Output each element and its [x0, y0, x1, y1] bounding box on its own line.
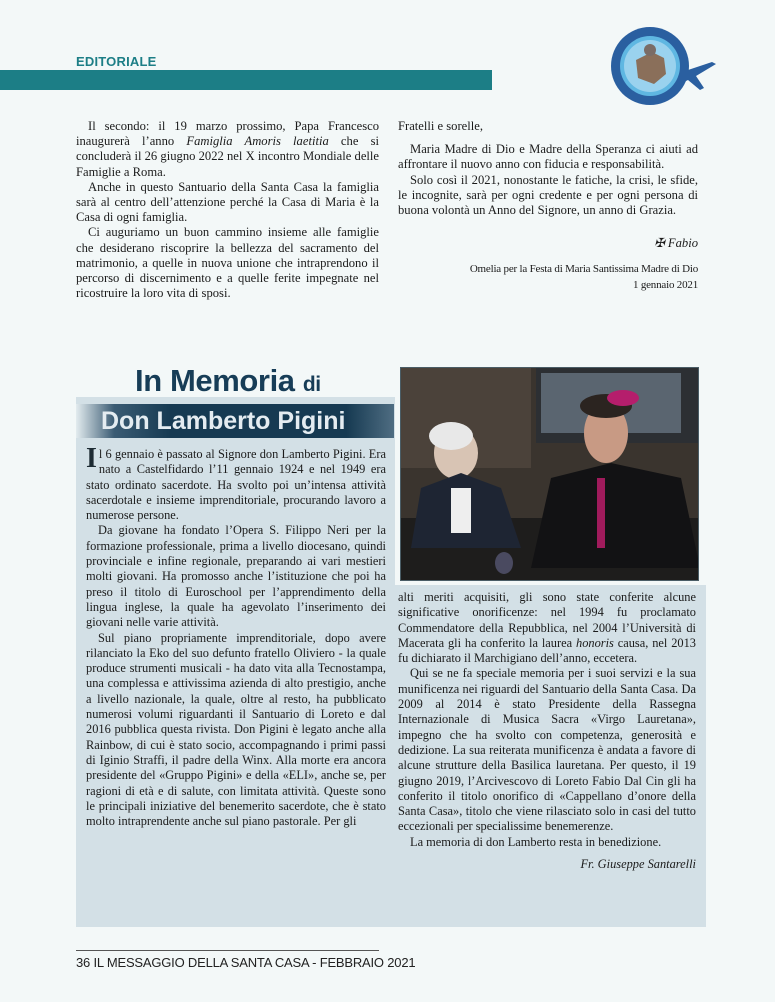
source-date: 1 gennaio 2021 — [632, 279, 698, 292]
page-footer: 36 IL MESSAGGIO DELLA SANTA CASA - FEBBRAIO 2021 — [76, 955, 416, 970]
editorial-right-column — [398, 119, 698, 293]
memoria-paragraph: Qui se ne fa speciale memoria per i suoi servizi e la sua munificenza nei riguardi del Santuario della Santa Casa. Da 2009 al 2014 è stato Presidente della Rassegna Internazionale di Musica Sacra «Virgo Lauretana», impegno che ha svolto con competenza, generosità e dedizione. La sua reiterata munificenza è andata a favore di alcune strutture della Basilica lauretana. Per questo, il 19 giugno 2019, l’Arcivescovo di Loreto Fabio Dal Cin gli ha conferito il titolo onorifico di «Cappellano d’onore della Santa Casa», titolo che viene rilasciato solo in casi del tutto eccezionali per specialissime benemerenze. — [398, 666, 696, 834]
editorial-paragraph: Il secondo: il 19 marzo prossimo, Papa Francesco inaugurerà l’anno Famiglia Amoris laetitia che si concluderà il 26 giugno 2022 nel X incontro Mondiale delle Famiglie a Roma. — [76, 119, 379, 179]
greeting: Fratelli e sorelle, — [398, 119, 483, 133]
editorial-paragraph: Anche in questo Santuario della Santa Casa la famiglia sarà al centro dell’attenzione perché la Casa di Maria è la Casa di ogni famiglia. — [76, 179, 379, 225]
memoria-paragraph: Da giovane ha fondato l’Opera S. Filippo Neri per la formazione professionale, prima a livello diocesano, quindi provinciale e infine regionale, preparando ai vari mestieri molti giovani. Ha promosso anche l’istituzione che poi ha preso il titolo di Euroschool per l’apprendimento della lingua inglese, la quale ha agevolato l’inserimento dei giovani nelle varie attività. — [86, 523, 386, 630]
section-label: EDITORIALE — [76, 54, 157, 69]
memoria-photo — [400, 367, 699, 581]
memoria-subtitle: Don Lamberto Pigini — [101, 407, 346, 435]
source-title: Omelia per la Festa di Maria Santissima Madre di Dio — [469, 263, 698, 276]
editorial-paragraph: Ci auguriamo un buon cammino insieme alle famiglie che desiderano riscoprire la bellezza del sacramento del matrimonio, a quelle in nuova unione che intraprendono il percorso di discernimento e a quelle ferite impegnate nel ricostruire la loro vita di sposi. — [76, 225, 379, 301]
editorial-paragraph: Solo così il 2021, nonostante le fatiche, la crisi, le sfide, le incognite, sarà per ogni credente e per ogni persona di buona volontà un Anno del Signore, un anno di Grazia. — [398, 172, 698, 218]
memoria-left-column — [86, 443, 386, 829]
source-note — [398, 261, 698, 293]
signature: ✠ Fabio — [654, 236, 698, 251]
drop-cap: I — [86, 443, 97, 474]
memoria-paragraph: Il 6 gennaio è passato al Signore don Lamberto Pigini. Era nato a Castelfidardo l’11 gennaio 1924 e nel 1949 era stato ordinato sacerdote. Ha svolto poi un’intensa attività sacerdotale e insieme imprenditoriale, procurando lavoro a numerose persone. — [86, 443, 386, 523]
memoria-right-column — [398, 590, 696, 872]
memoria-title: In Memoria di — [135, 363, 321, 398]
author-byline: Fr. Giuseppe Santarelli — [580, 857, 696, 872]
editorial-left-column — [76, 119, 379, 301]
teal-header-bar — [0, 70, 492, 90]
memoria-paragraph: alti meriti acquisiti, gli sono state conferite alcune significative onorificenze: nel 1994 fu proclamato Commendatore della Repubblica, nel 2004 l’Università di Macerata gli ha conferito la laurea honoris causa, nel 2013 fu dichiarato il Marchigiano dell’anno, eccetera. — [398, 590, 697, 666]
virgo-lauretana-badge-icon — [608, 24, 720, 108]
footer-rule — [76, 950, 379, 951]
editorial-paragraph: Maria Madre di Dio e Madre della Speranza ci aiuti ad affrontare il nuovo anno con fiducia e responsabilità. — [398, 142, 698, 172]
memoria-paragraph: Sul piano propriamente imprenditoriale, dopo avere rilanciato la Eko del suo defunto fratello Oliviero - la quale produce strumenti musicali - ha dato vita alla Tecnostampa, una complessa e attivissima azienda di alto prestigio, anche a livello nazionale, la quale, oltre al resto, ha pubblicato numerosi volumi riguardanti il Santuario di Loreto e dal 2016 pubblica questa rivista. Don Pigini è legato anche alla Rainbow, di cui è stato socio, accompagnando i primi passi di Iginio Straffi, il padre della Winx. Alla morte era ancora presidente del «Gruppo Pigini» e della «ELI», anche se, per ragioni di età e di salute, con limitata attività. Queste sono le principali iniziative del benemerito sacerdote, che è stato molto intraprendente anche sul piano pastorale. Per gli — [86, 630, 386, 829]
memoria-paragraph: La memoria di don Lamberto resta in benedizione. — [410, 834, 662, 849]
